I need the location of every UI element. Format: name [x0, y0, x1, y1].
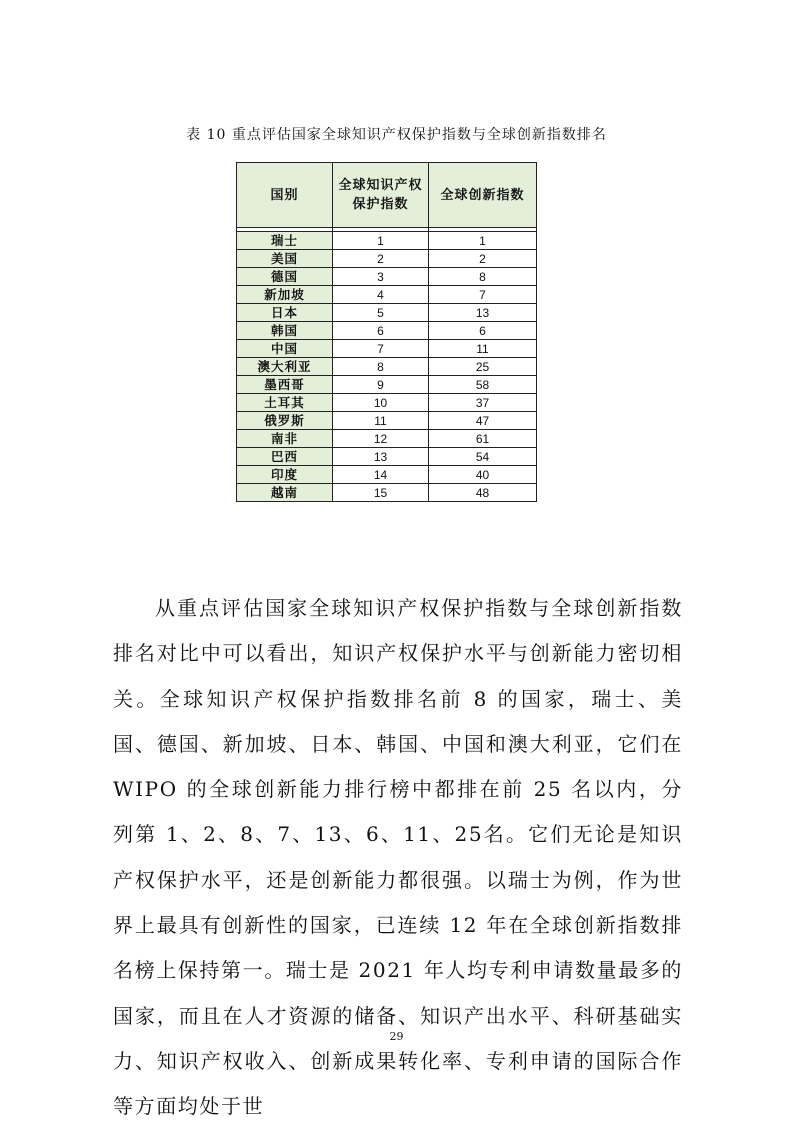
header-country: 国别	[237, 163, 333, 228]
table-caption: 表 10 重点评估国家全球知识产权保护指数与全球创新指数排名	[186, 127, 607, 143]
country-cell: 德国	[237, 268, 333, 286]
gii-rank-cell: 40	[429, 466, 537, 484]
header-ip-index-line1: 全球知识产权	[338, 178, 423, 193]
gii-rank-cell: 1	[429, 232, 537, 250]
gii-rank-cell: 2	[429, 250, 537, 268]
body-paragraph: 从重点评估国家全球知识产权保护指数与全球创新指数排名对比中可以看出，知识产权保护水平与创新能力密切相关。全球知识产权保护指数排名前 8 的国家，瑞士、美国、德国、新加坡、日本、韩国、中国和澳大利亚，它们在 WIPO 的全球创新能力排行榜中都排在前 25 名以内，分列第 1、2、8、7、13、6、11、25名。它们无论是知识产权保护水平，还是创新能力都很强。以瑞士为例，作为世界上最具有创新性的国家，已连续 12 年在全球创新指数排名榜上保持第一。瑞士是 2021 年人均专利申请数量最多的国家，而且在人才资源的储备、知识产出水平、科研基础实力、知识产权收入、创新成果转化率、专利申请的国际合作等方面均处于世	[113, 596, 684, 1119]
ip-rank-cell: 3	[333, 268, 429, 286]
gii-rank-cell: 25	[429, 358, 537, 376]
ip-rank-cell: 8	[333, 358, 429, 376]
country-cell: 巴西	[237, 448, 333, 466]
table-row	[237, 394, 537, 412]
country-cell: 墨西哥	[237, 376, 333, 394]
ip-rank-cell: 13	[333, 448, 429, 466]
gii-rank-cell: 54	[429, 448, 537, 466]
ip-rank-cell: 12	[333, 430, 429, 448]
ip-rank-cell: 4	[333, 286, 429, 304]
ip-rank-cell: 1	[333, 232, 429, 250]
table-header-row	[237, 163, 537, 228]
country-cell: 俄罗斯	[237, 412, 333, 430]
gii-rank-cell: 7	[429, 286, 537, 304]
ranking-table	[236, 162, 537, 502]
table-row	[237, 340, 537, 358]
country-cell: 越南	[237, 484, 333, 502]
table-row	[237, 376, 537, 394]
country-cell: 韩国	[237, 322, 333, 340]
country-cell: 瑞士	[237, 232, 333, 250]
country-cell: 中国	[237, 340, 333, 358]
table-row	[237, 304, 537, 322]
country-cell: 美国	[237, 250, 333, 268]
table-row	[237, 322, 537, 340]
page-number: 29	[389, 1030, 404, 1043]
gii-rank-cell: 61	[429, 430, 537, 448]
gii-rank-cell: 47	[429, 412, 537, 430]
country-cell: 南非	[237, 430, 333, 448]
country-cell: 澳大利亚	[237, 358, 333, 376]
gii-rank-cell: 48	[429, 484, 537, 502]
ip-rank-cell: 6	[333, 322, 429, 340]
table-row	[237, 430, 537, 448]
country-cell: 土耳其	[237, 394, 333, 412]
table-row	[237, 286, 537, 304]
gii-rank-cell: 11	[429, 340, 537, 358]
ip-rank-cell: 14	[333, 466, 429, 484]
table-row	[237, 448, 537, 466]
gii-rank-cell: 37	[429, 394, 537, 412]
country-cell: 新加坡	[237, 286, 333, 304]
table-row	[237, 232, 537, 250]
ip-rank-cell: 15	[333, 484, 429, 502]
gii-rank-cell: 58	[429, 376, 537, 394]
table-row	[237, 358, 537, 376]
gii-rank-cell: 8	[429, 268, 537, 286]
country-cell: 日本	[237, 304, 333, 322]
ip-rank-cell: 10	[333, 394, 429, 412]
ip-rank-cell: 11	[333, 412, 429, 430]
gii-rank-cell: 6	[429, 322, 537, 340]
country-cell: 印度	[237, 466, 333, 484]
table-row	[237, 412, 537, 430]
ip-rank-cell: 5	[333, 304, 429, 322]
ip-rank-cell: 2	[333, 250, 429, 268]
header-gii: 全球创新指数	[429, 163, 537, 228]
table-row	[237, 268, 537, 286]
table-row	[237, 484, 537, 502]
ip-rank-cell: 7	[333, 340, 429, 358]
table-row	[237, 250, 537, 268]
ip-rank-cell: 9	[333, 376, 429, 394]
header-ip-index	[333, 163, 429, 228]
table-row	[237, 466, 537, 484]
header-ip-index-line2: 保护指数	[352, 197, 409, 212]
gii-rank-cell: 13	[429, 304, 537, 322]
